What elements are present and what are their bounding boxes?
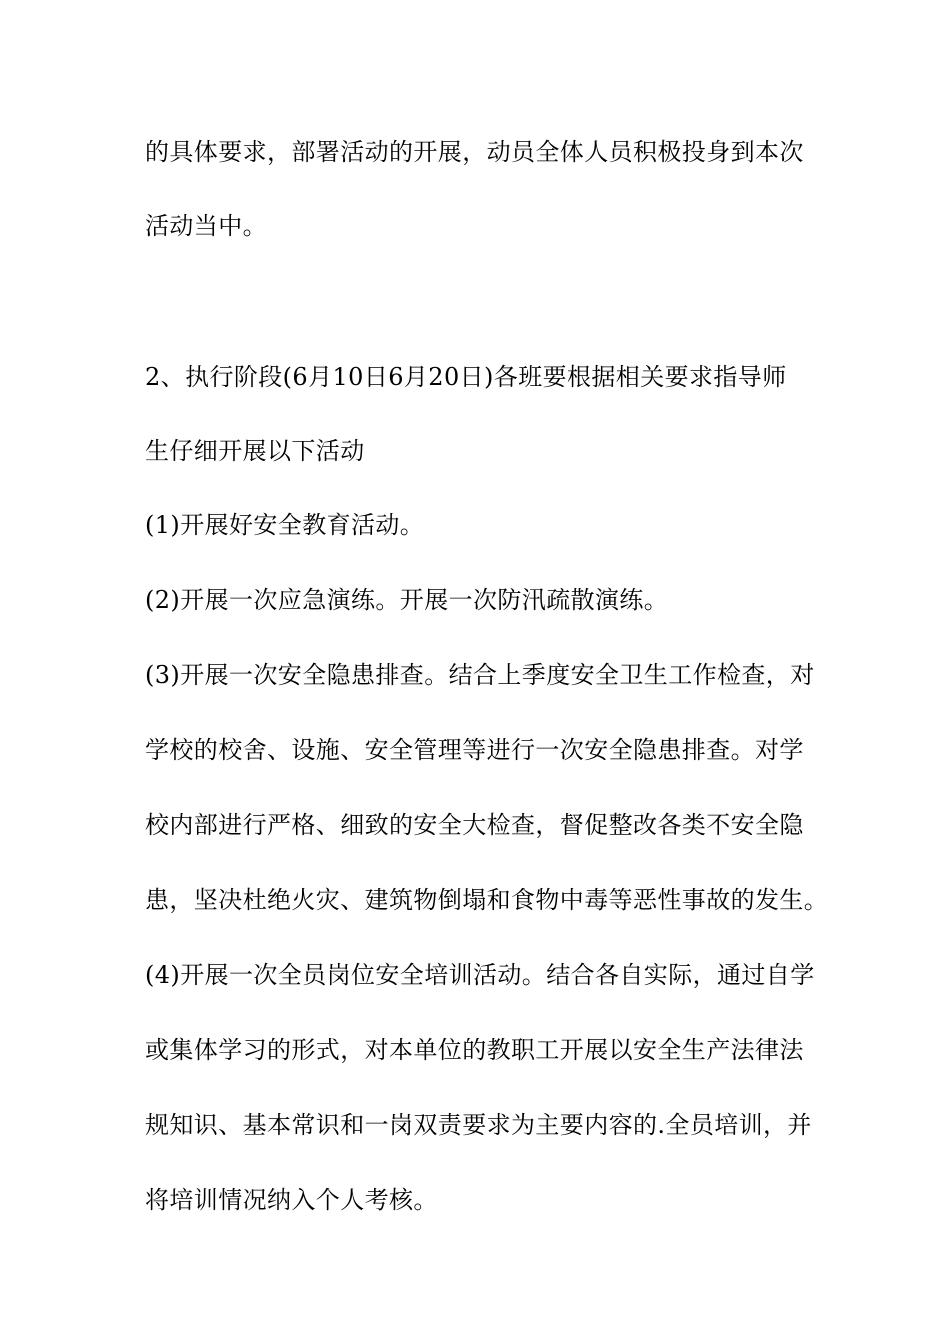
paragraph-line: 活动当中。 bbox=[145, 212, 267, 240]
paragraph-line: 或集体学习的形式，对本单位的教职工开展以安全生产法律法 bbox=[145, 1036, 804, 1064]
paragraph-line: 的具体要求，部署活动的开展，动员全体人员积极投身到本次 bbox=[145, 138, 804, 166]
list-item-3: (3)开展一次安全隐患排查。结合上季度安全卫生工作检查，对 bbox=[145, 661, 815, 689]
list-item-1: (1)开展好安全教育活动。 bbox=[145, 511, 425, 539]
paragraph-line: 校内部进行严格、细致的安全大检查，督促整改各类不安全隐 bbox=[145, 811, 804, 839]
paragraph-line: 生仔细开展以下活动 bbox=[145, 437, 365, 465]
paragraph-line: 2、执行阶段(6月10日6月20日)各班要根据相关要求指导师 bbox=[145, 363, 787, 391]
list-item-4: (4)开展一次全员岗位安全培训活动。结合各自实际，通过自学 bbox=[145, 961, 815, 989]
paragraph-line: 患，坚决杜绝火灾、建筑物倒塌和食物中毒等恶性事故的发生。 bbox=[145, 886, 829, 914]
paragraph-line: 将培训情况纳入个人考核。 bbox=[145, 1186, 438, 1214]
paragraph-line: 规知识、基本常识和一岗双责要求为主要内容的.全员培训，并 bbox=[145, 1111, 812, 1139]
paragraph-line: 学校的校舍、设施、安全管理等进行一次安全隐患排查。对学 bbox=[145, 736, 804, 764]
list-item-2: (2)开展一次应急演练。开展一次防汛疏散演练。 bbox=[145, 586, 669, 614]
